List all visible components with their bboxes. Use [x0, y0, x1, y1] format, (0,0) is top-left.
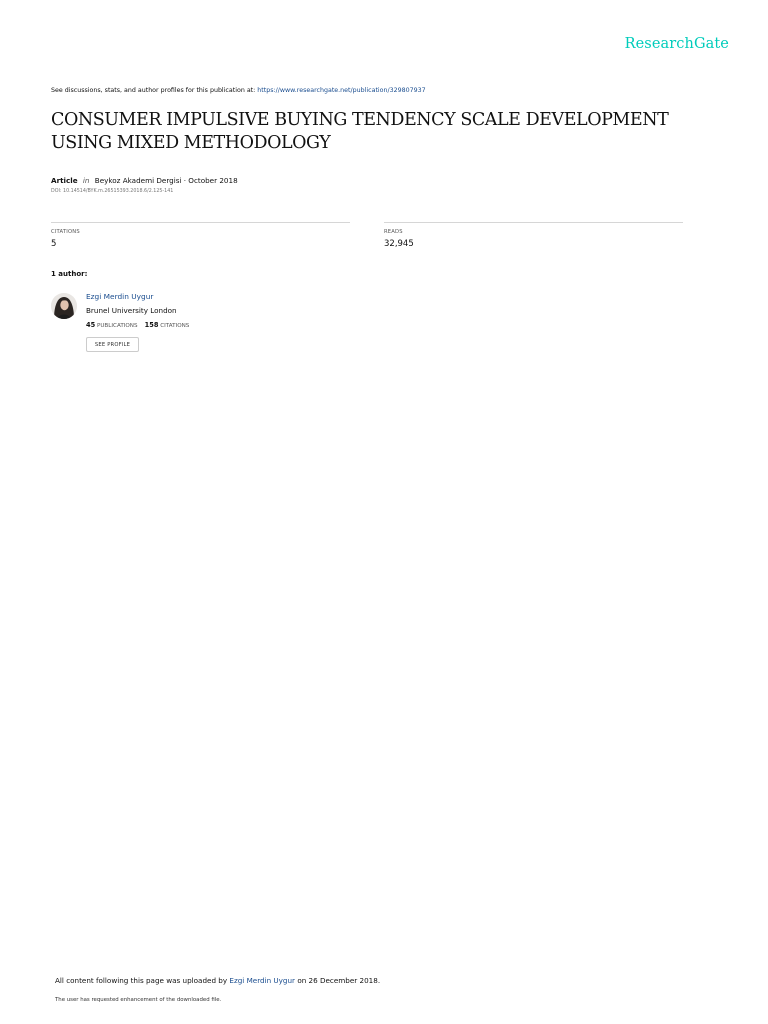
upload-prefix: All content following this page was uploaded by	[55, 976, 228, 985]
author-publications-label: PUBLICATIONS	[96, 323, 138, 329]
intro-text: See discussions, stats, and author profiles for this publication at:	[51, 87, 256, 94]
author-photo-icon	[51, 293, 77, 319]
authors-heading: 1 author:	[51, 270, 88, 278]
author-citations-count: 158	[144, 321, 159, 329]
upload-suffix: on 26 December 2018.	[297, 976, 381, 985]
see-profile-button[interactable]: SEE PROFILE	[86, 337, 139, 352]
uploader-link[interactable]: Ezgi Merdin Uygur	[229, 976, 296, 985]
author-publications-count: 45	[86, 321, 96, 329]
publication-link[interactable]: https://www.researchgate.net/publication/329807937	[257, 87, 426, 94]
in-word: in	[82, 176, 90, 185]
author-institution: Brunel University London	[86, 306, 177, 315]
author-stats	[86, 321, 189, 329]
doi: DOI: 10.14514/BYK.m.26515393.2018.6/2.125-141	[51, 189, 174, 194]
citations-value: 5	[51, 239, 57, 249]
page-title: CONSUMER IMPULSIVE BUYING TENDENCY SCALE DEVELOPMENT USING MIXED METHODOLOGY	[51, 110, 669, 153]
reads-divider	[384, 222, 683, 223]
researchgate-logo[interactable]: ResearchGate	[624, 36, 729, 52]
avatar[interactable]	[51, 293, 77, 319]
publication-type: Article	[51, 176, 78, 185]
publication-meta	[51, 176, 238, 185]
intro-line	[51, 87, 426, 94]
citations-divider	[51, 222, 350, 223]
journal-date: Beykoz Akademi Dergisi · October 2018	[94, 176, 238, 185]
author-name[interactable]: Ezgi Merdin Uygur	[86, 292, 154, 301]
citations-label: CITATIONS	[51, 229, 80, 235]
enhancement-note: The user has requested enhancement of the downloaded file.	[55, 997, 222, 1003]
upload-notice	[55, 976, 380, 985]
reads-label: READS	[384, 229, 403, 235]
reads-value: 32,945	[384, 239, 414, 249]
author-citations-label: CITATIONS	[160, 323, 190, 329]
